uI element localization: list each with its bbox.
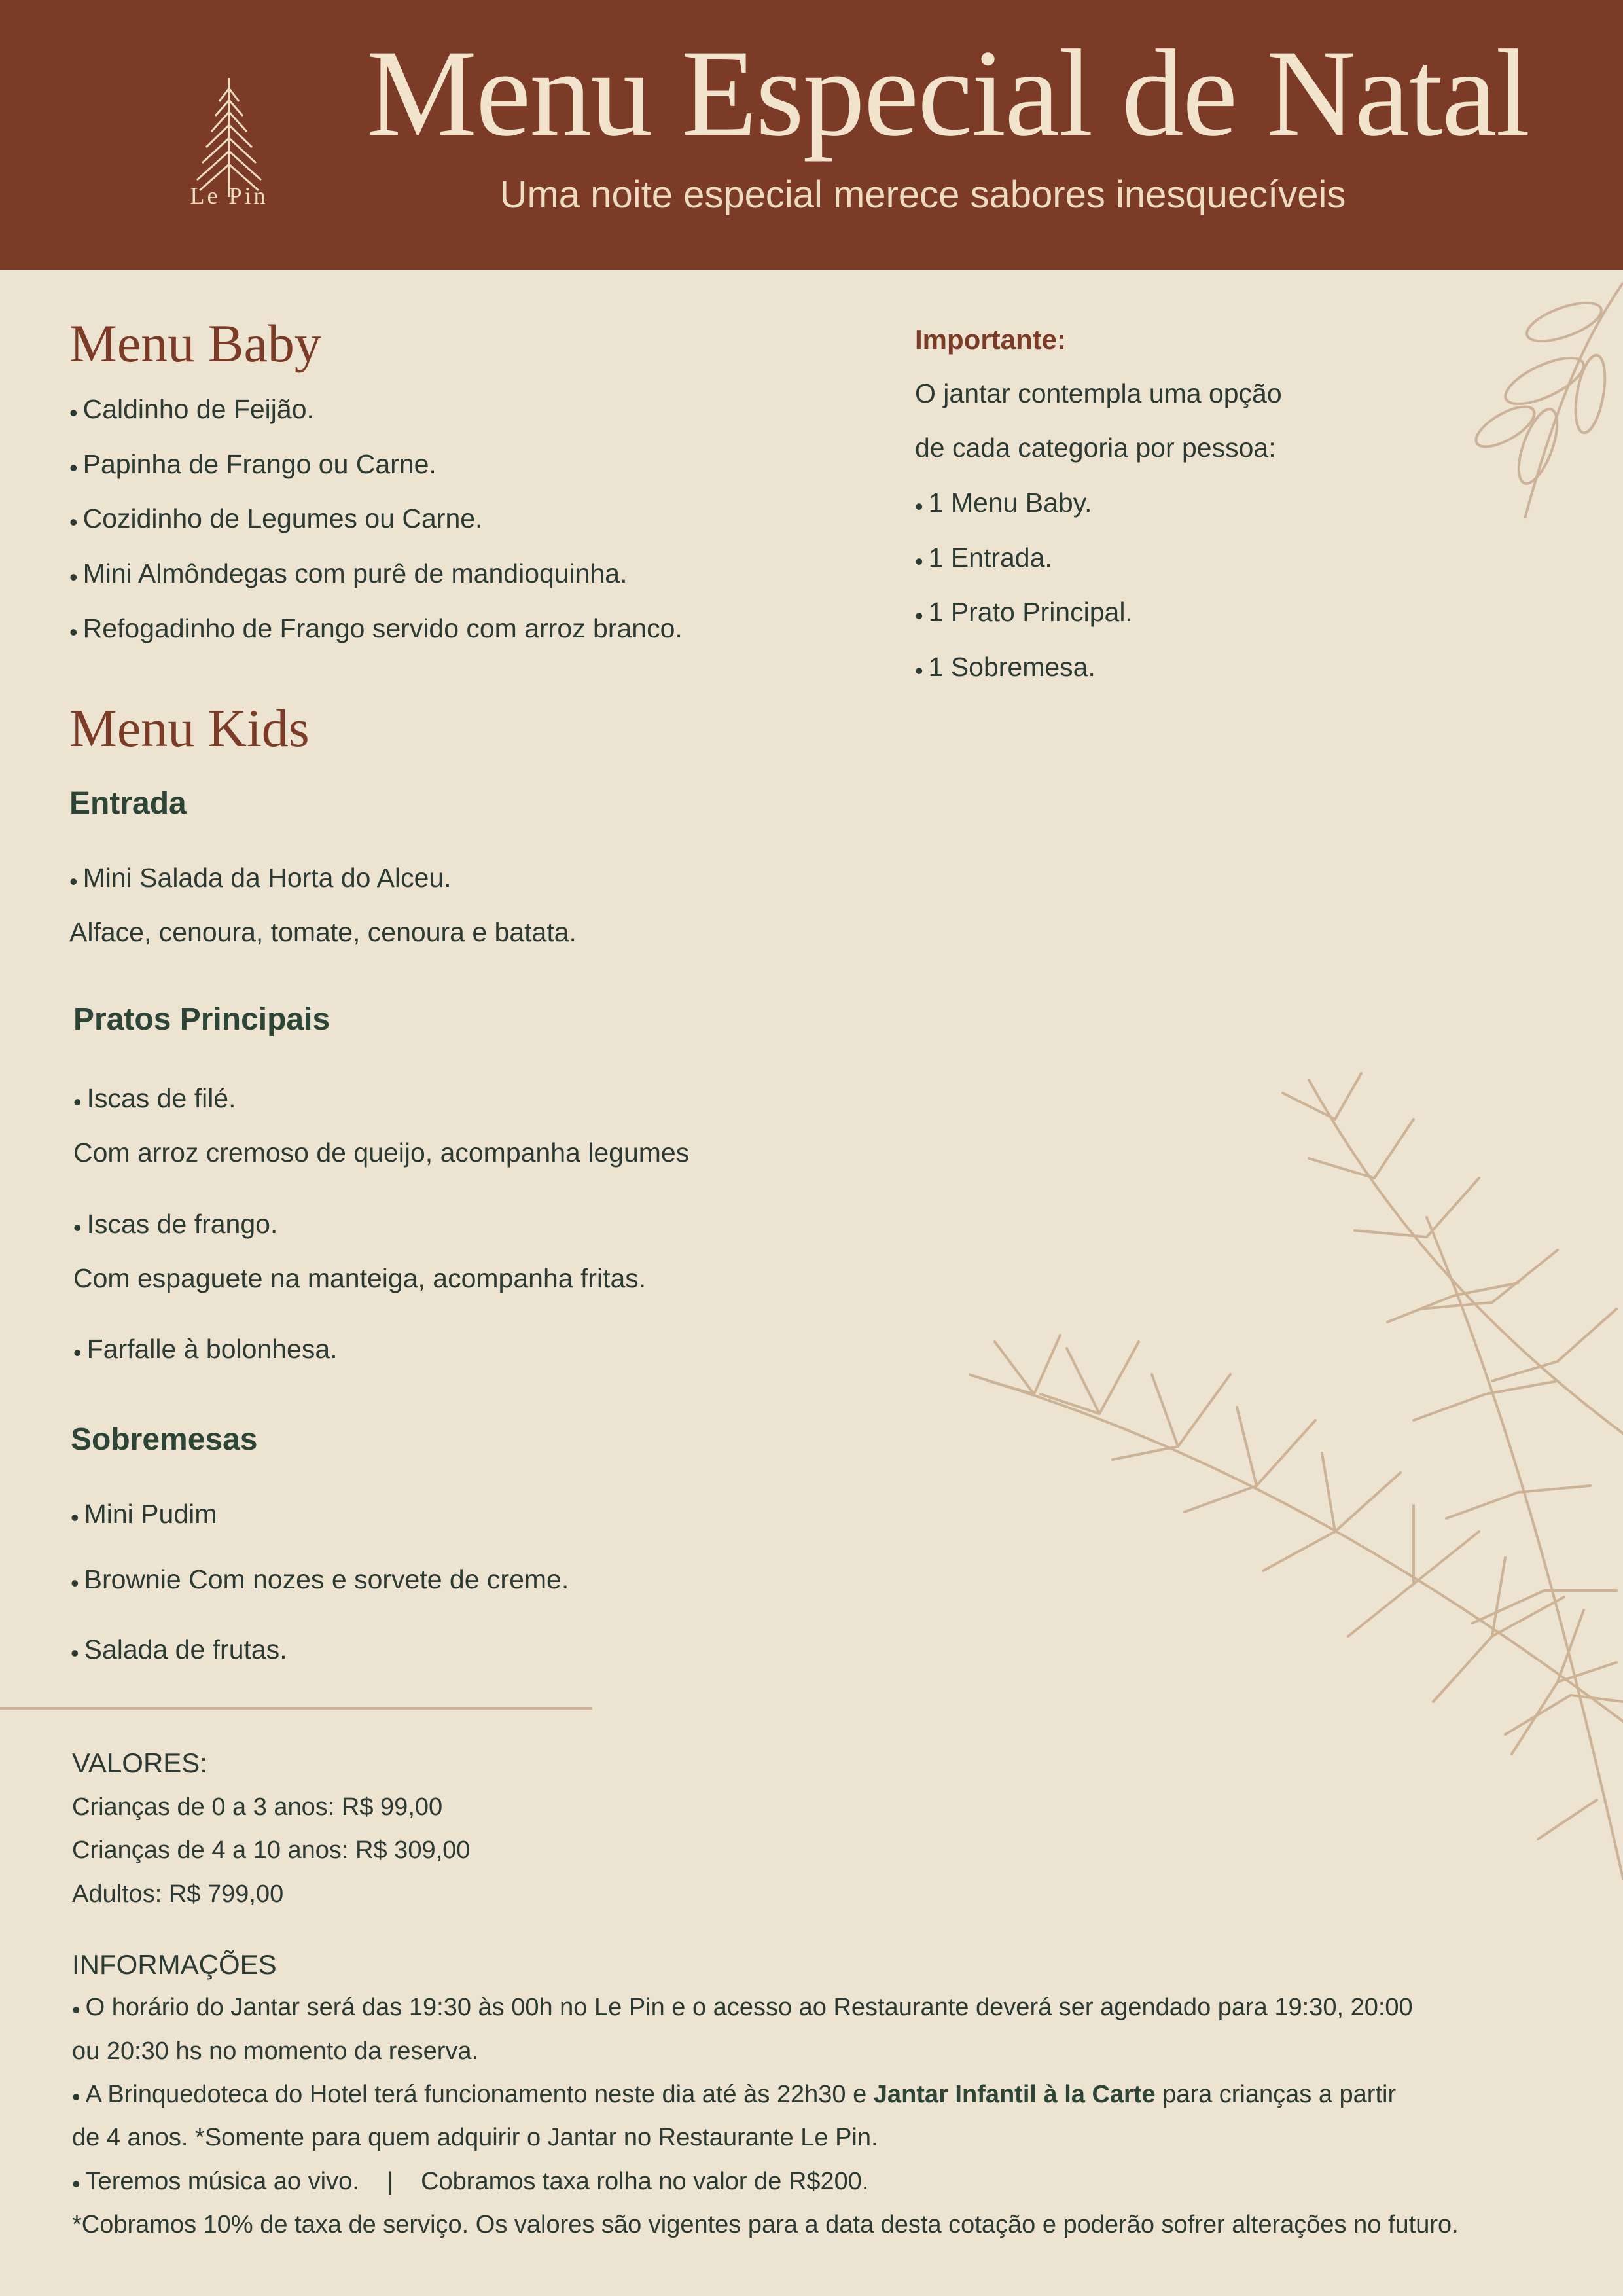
list-item: • Caldinho de Feijão.: [69, 394, 314, 425]
jantar-infantil-highlight: Jantar Infantil à la Carte: [873, 2081, 1156, 2108]
list-item: • 1 Prato Principal.: [915, 597, 1133, 628]
importante-line: O jantar contempla uma opção: [915, 378, 1282, 408]
valores-title: VALORES:: [72, 1748, 207, 1778]
logo-text: Le Pin: [190, 183, 268, 209]
list-item: • Farfalle à bolonhesa.: [73, 1334, 338, 1365]
item-description: Com espaguete na manteiga, acompanha fritas.: [73, 1263, 647, 1293]
list-item: • Cozidinho de Legumes ou Carne.: [69, 503, 482, 534]
page-subtitle: Uma noite especial merece sabores inesquecíveis: [499, 173, 1346, 216]
info-text: para crianças a partir: [1155, 2081, 1397, 2108]
importante-title: Importante:: [915, 324, 1066, 355]
leaf-branch-decoration-icon: [1466, 270, 1623, 531]
list-item: • 1 Menu Baby.: [915, 488, 1092, 518]
header-banner: [0, 0, 1623, 270]
list-item: • Refogadinho de Frango servido com arroz branco.: [69, 613, 683, 644]
importante-line: de cada categoria por pessoa:: [915, 433, 1276, 463]
info-line: [72, 2081, 1396, 2109]
info-text: A Brinquedoteca do Hotel terá funcionamento neste dia até às 22h30 e: [85, 2081, 874, 2108]
pratos-title: Pratos Principais: [73, 1002, 330, 1037]
list-item: • Iscas de frango.: [73, 1209, 277, 1240]
section-divider: [0, 1707, 592, 1710]
info-line: • O horário do Jantar será das 19:30 às 00h no Le Pin e o acesso ao Restaurante deverá ser agendado para 19:30, 20:00: [72, 1994, 1413, 2022]
list-item: • Mini Salada da Horta do Alceu.: [69, 863, 452, 893]
info-line: ou 20:30 hs no momento da reserva.: [72, 2037, 479, 2065]
menu-baby-title: Menu Baby: [69, 314, 321, 373]
menu-kids-title: Menu Kids: [69, 698, 310, 758]
price-line: Crianças de 4 a 10 anos: R$ 309,00: [72, 1837, 471, 1864]
info-line: *Cobramos 10% de taxa de serviço. Os valores são vigentes para a data desta cotação e poderão sofrer alterações no futuro.: [72, 2211, 1459, 2238]
list-item: • Mini Pudim: [71, 1499, 217, 1530]
info-line: de 4 anos. *Somente para quem adquirir o Jantar no Restaurante Le Pin.: [72, 2124, 878, 2151]
list-item: • Papinha de Frango ou Carne.: [69, 449, 437, 480]
item-description: Com arroz cremoso de queijo, acompanha legumes: [73, 1138, 690, 1168]
page-title: Menu Especial de Natal: [366, 25, 1529, 162]
info-line: • Teremos música ao vivo. | Cobramos taxa rolha no valor de R$200.: [72, 2168, 868, 2196]
list-item: • 1 Entrada.: [915, 543, 1052, 573]
list-item: • Mini Almôndegas com purê de mandioquinha.: [69, 558, 628, 589]
sobremesas-title: Sobremesas: [71, 1422, 258, 1457]
list-item: • Salada de frutas.: [71, 1634, 287, 1665]
pine-branch-decoration-icon: [969, 1067, 1623, 1905]
informacoes-title: INFORMAÇÕES: [72, 1949, 277, 1980]
price-line: Adultos: R$ 799,00: [72, 1880, 284, 1908]
item-description: Alface, cenoura, tomate, cenoura e batata.: [69, 917, 577, 947]
list-item: • Brownie Com nozes e sorvete de creme.: [71, 1564, 569, 1595]
list-item: • Iscas de filé.: [73, 1083, 236, 1114]
entrada-title: Entrada: [69, 786, 187, 821]
price-line: Crianças de 0 a 3 anos: R$ 99,00: [72, 1793, 443, 1821]
list-item: • 1 Sobremesa.: [915, 652, 1096, 683]
